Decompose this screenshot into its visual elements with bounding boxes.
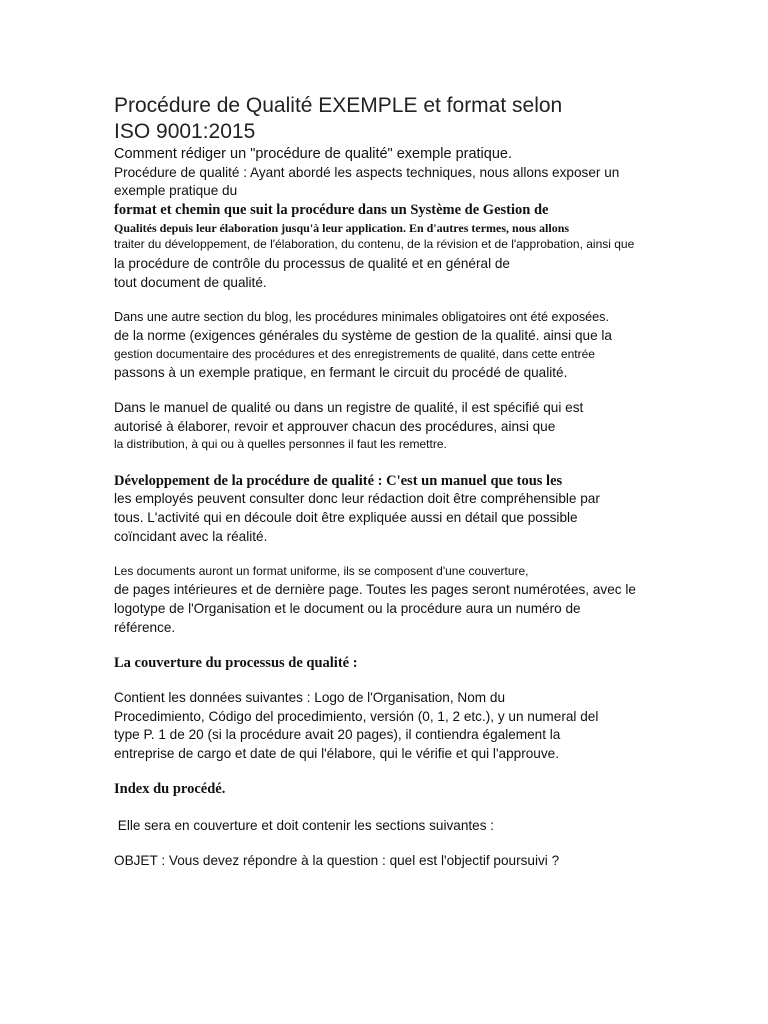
paragraph-line: Les documents auront un format uniforme, ils se composent d'une couverture, (114, 564, 529, 578)
paragraph-line: OBJET : Vous devez répondre à la question : quel est l'objectif poursuivi ? (114, 853, 560, 868)
paragraph-line: traiter du développement, de l'élaboration, du contenu, de la révision et de l'approbation, ainsi que (114, 237, 635, 251)
paragraph-line: passons à un exemple pratique, en fermant le circuit du procédé de qualité. (114, 365, 568, 380)
paragraph-line: tout document de qualité. (114, 275, 267, 290)
paragraph-line: les employés peuvent consulter donc leur rédaction doit être compréhensible par (114, 491, 600, 506)
paragraph-line: Dans le manuel de qualité ou dans un registre de qualité, il est spécifié qui est (114, 400, 584, 415)
paragraph-line: gestion documentaire des procédures et des enregistrements de qualité, dans cette entrée (114, 347, 595, 361)
paragraph-line-bold: Développement de la procédure de qualité : C'est un manuel que tous les (114, 473, 563, 489)
paragraph-line-bold: Qualités depuis leur élaboration jusqu'à leur application. En d'autres termes, nous allons (114, 221, 570, 235)
paragraph-line: Procedimiento, Código del procedimiento, versión (0, 1, 2 etc.), y un numeral del (114, 709, 599, 724)
document-title-line-2: ISO 9001:2015 (114, 120, 256, 143)
section-heading-cover: La couverture du processus de qualité : (114, 655, 358, 671)
paragraph-line: exemple pratique du (114, 183, 238, 198)
paragraph-line: autorisé à élaborer, revoir et approuver chacun des procédures, ainsi que (114, 419, 556, 434)
section-heading-index: Index du procédé. (114, 781, 226, 797)
paragraph-line: type P. 1 de 20 (si la procédure avait 20 pages), il contiendra également la (114, 727, 561, 742)
paragraph-line: référence. (114, 620, 176, 635)
paragraph-line: entreprise de cargo et date de qui l'élabore, qui le vérifie et qui l'approuve. (114, 746, 560, 761)
paragraph-line: de la norme (exigences générales du système de gestion de la qualité. ainsi que la (114, 328, 612, 343)
paragraph-line: de pages intérieures et de dernière page. Toutes les pages seront numérotées, avec le (114, 582, 636, 597)
document-title-line-1: Procédure de Qualité EXEMPLE et format selon (114, 94, 563, 117)
paragraph-line: logotype de l'Organisation et le document ou la procédure aura un numéro de (114, 601, 581, 616)
paragraph-line: la procédure de contrôle du processus de qualité et en général de (114, 256, 510, 271)
paragraph-line: Contient les données suivantes : Logo de l'Organisation, Nom du (114, 690, 506, 705)
paragraph-line: Dans une autre section du blog, les procédures minimales obligatoires ont été exposées. (114, 310, 609, 324)
paragraph-line-bold: format et chemin que suit la procédure dans un Système de Gestion de (114, 202, 549, 218)
intro-text: Comment rédiger un "procédure de qualité" exemple pratique. (114, 146, 512, 162)
paragraph-line: coïncidant avec la réalité. (114, 529, 268, 544)
paragraph-line: Elle sera en couverture et doit contenir les sections suivantes : (114, 818, 495, 833)
paragraph-line: la distribution, à qui ou à quelles personnes il faut les remettre. (114, 437, 447, 451)
paragraph-line: tous. L'activité qui en découle doit être expliquée aussi en détail que possible (114, 510, 578, 525)
paragraph-line: Procédure de qualité : Ayant abordé les aspects techniques, nous allons exposer un (114, 165, 620, 180)
